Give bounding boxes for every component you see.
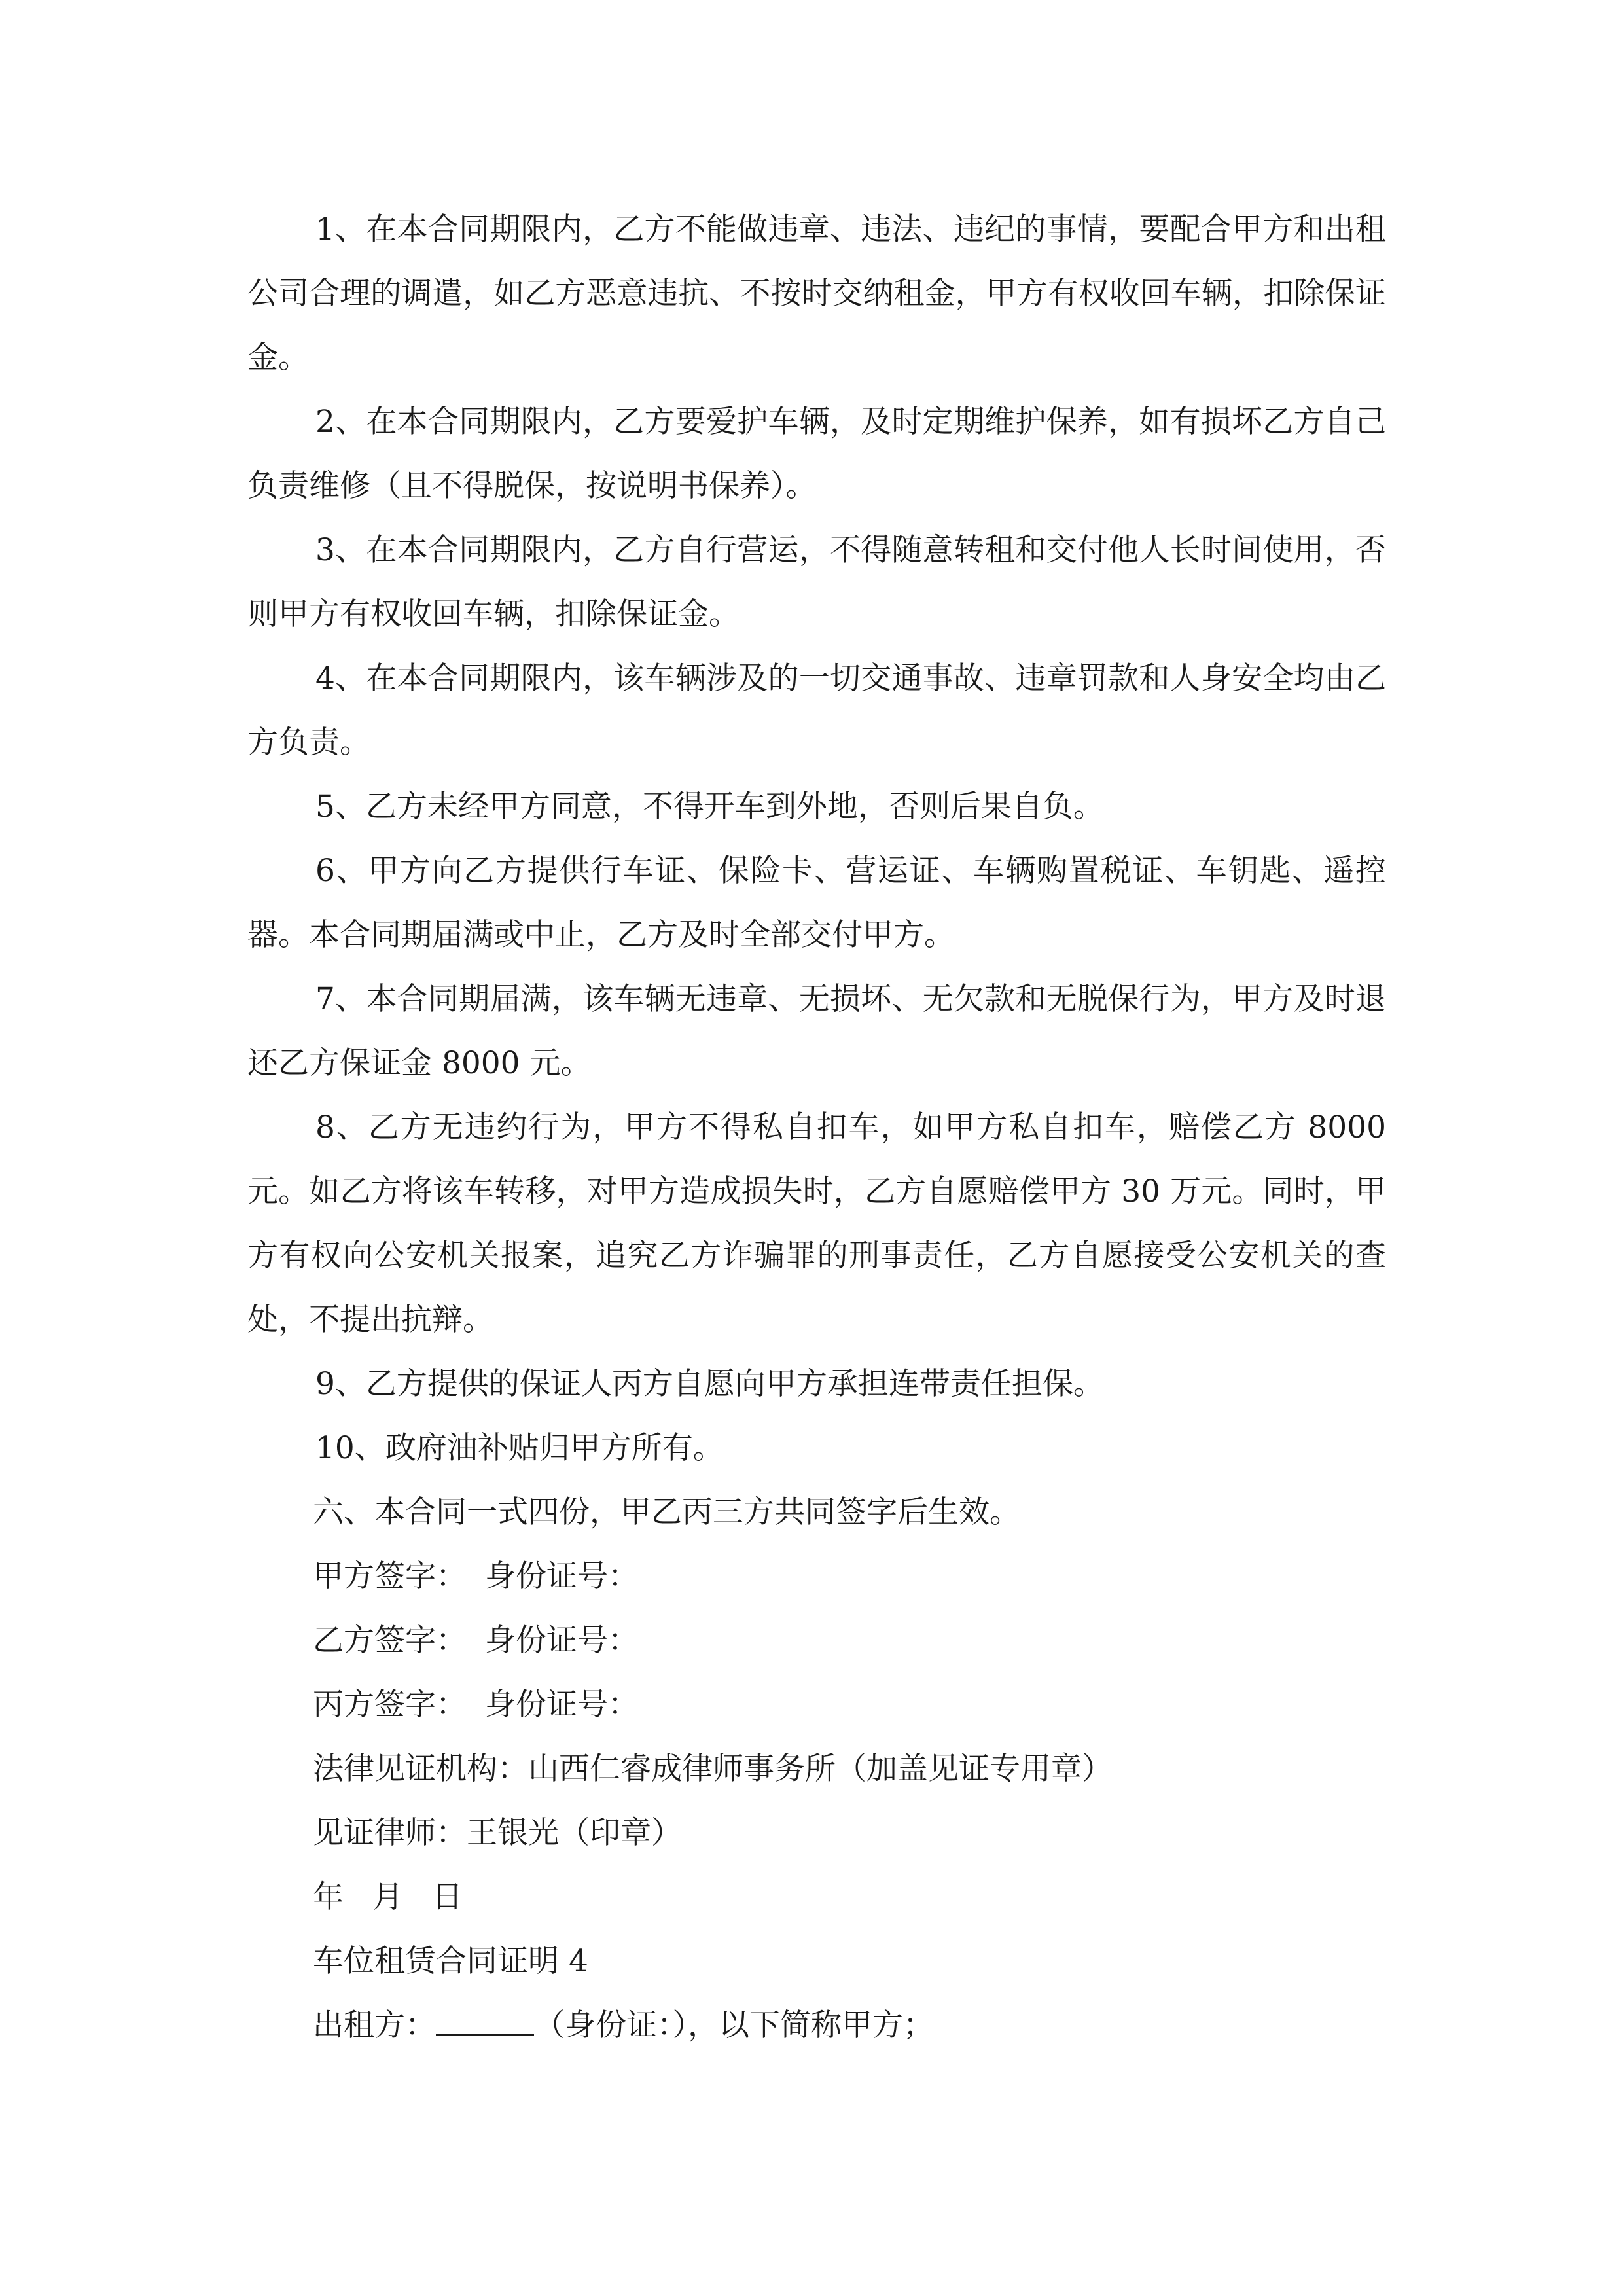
clause-9-text: 9、乙方提供的保证人丙方自愿向甲方承担连带责任担保。 bbox=[315, 1366, 1104, 1402]
party-a-label: 甲方签字： bbox=[313, 1558, 467, 1594]
clause-8-text: 8、乙方无违约行为，甲方不得私自扣车，如甲方私自扣车，赔偿乙方 8000 元。如乙方将该车转移，对甲方造成损失时，乙方自愿赔偿甲方 30 万元。同时，甲方有权向公安机关报案，追究乙方诈骗罪的刑事责任，乙方自愿接受公安机关的查处，不提出抗辩。 bbox=[247, 1109, 1386, 1338]
lessor-label: 出租方： bbox=[313, 2007, 436, 2043]
clause-5-text: 5、乙方未经甲方同意，不得开车到外地，否则后果自负。 bbox=[315, 789, 1104, 825]
clause-2-text: 2、在本合同期限内，乙方要爱护车辆，及时定期维护保养，如有损坏乙方自己负责维修（且不得脱保，按说明书保养）。 bbox=[247, 404, 1386, 504]
next-contract-title: 车位租赁合同证明 4 bbox=[313, 1943, 588, 1979]
party-c-label: 丙方签字： bbox=[313, 1687, 467, 1723]
lessor-rest: （身份证：），以下简称甲方； bbox=[534, 2007, 934, 2043]
clause-4-text: 4、在本合同期限内，该车辆涉及的一切交通事故、违章罚款和人身安全均由乙方负责。 bbox=[247, 660, 1386, 761]
clause-2 bbox=[247, 390, 1386, 518]
signature-party-c bbox=[313, 1673, 639, 1737]
party-a-id-label: 身份证号： bbox=[485, 1558, 639, 1594]
party-b-id-label: 身份证号： bbox=[485, 1623, 639, 1659]
date-year: 年 bbox=[313, 1879, 344, 1915]
lessor-line bbox=[313, 1994, 934, 2058]
party-b-label: 乙方签字： bbox=[313, 1623, 467, 1659]
clause-1-text: 1、在本合同期限内，乙方不能做违章、违法、违纪的事情，要配合甲方和出租公司合理的调遣，如乙方恶意违抗、不按时交纳租金，甲方有权收回车辆，扣除保证金。 bbox=[247, 211, 1386, 376]
clause-5 bbox=[247, 775, 1386, 839]
clause-8 bbox=[247, 1096, 1386, 1352]
date-line bbox=[313, 1865, 463, 1929]
clause-9 bbox=[247, 1352, 1386, 1416]
witness-lawyer: 见证律师：王银光（印章） bbox=[313, 1815, 682, 1851]
clause-7 bbox=[247, 967, 1386, 1096]
clause-10-text: 10、政府油补贴归甲方所有。 bbox=[315, 1430, 724, 1466]
signature-party-a bbox=[313, 1545, 639, 1609]
lessor-blank bbox=[436, 2007, 534, 2036]
clause-3 bbox=[247, 518, 1386, 647]
party-c-id-label: 身份证号： bbox=[485, 1687, 639, 1723]
clause-1 bbox=[247, 198, 1386, 390]
clause-6 bbox=[247, 839, 1386, 967]
date-month: 月 bbox=[372, 1879, 403, 1915]
clause-4 bbox=[247, 647, 1386, 775]
clause-6-text: 6、甲方向乙方提供行车证、保险卡、营运证、车辆购置税证、车钥匙、遥控器。本合同期届满或中止，乙方及时全部交付甲方。 bbox=[247, 853, 1386, 953]
clause-7-text: 7、本合同期届满，该车辆无违章、无损坏、无欠款和无脱保行为，甲方及时退还乙方保证金 8000 元。 bbox=[247, 981, 1386, 1081]
witness-organization: 法律见证机构：山西仁睿成律师事务所（加盖见证专用章） bbox=[313, 1751, 1113, 1787]
clause-3-text: 3、在本合同期限内，乙方自行营运，不得随意转租和交付他人长时间使用，否则甲方有权收回车辆，扣除保证金。 bbox=[247, 532, 1386, 632]
section-six: 六、本合同一式四份，甲乙丙三方共同签字后生效。 bbox=[313, 1494, 1020, 1530]
signature-party-b bbox=[313, 1609, 639, 1673]
clause-10 bbox=[247, 1416, 1386, 1480]
date-day: 日 bbox=[432, 1879, 463, 1915]
